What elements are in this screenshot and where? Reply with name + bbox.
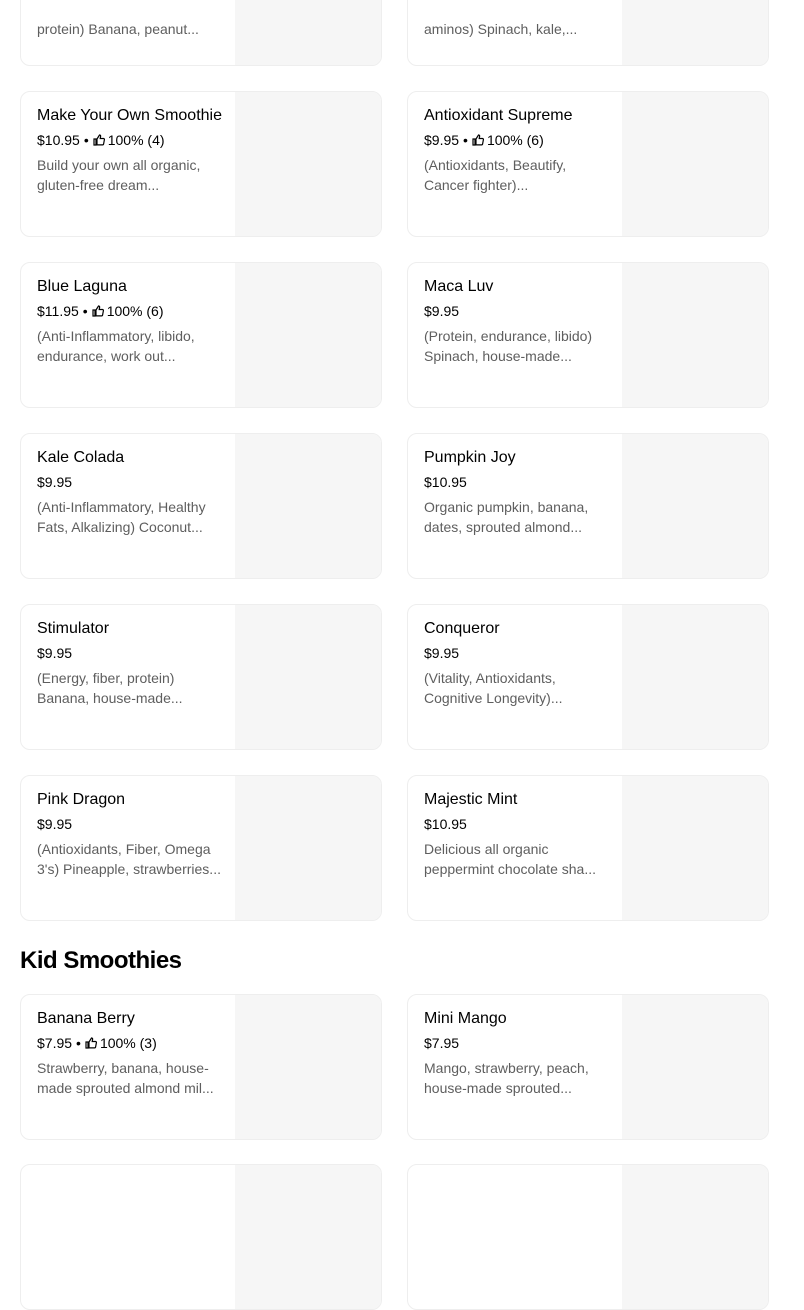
item-price: $10.95	[424, 474, 467, 490]
menu-item-card[interactable]	[20, 262, 382, 408]
item-name: Maca Luv	[424, 278, 494, 295]
item-description: Mango, strawberry, peach, house-made sprouted...	[424, 1060, 589, 1096]
item-name: Pink Dragon	[37, 791, 126, 808]
thumbs-up-icon	[85, 1037, 97, 1049]
item-rating: 100% (3)	[99, 1035, 157, 1051]
item-description: Organic pumpkin, banana, dates, sprouted almond...	[424, 499, 589, 535]
menu-item-card[interactable]	[20, 91, 382, 237]
menu-item-card[interactable]	[407, 433, 769, 579]
menu-item-card[interactable]	[407, 604, 769, 750]
item-meta: $9.95 • 100% (6)	[424, 132, 544, 148]
menu-item-card[interactable]	[407, 0, 769, 66]
menu-item-card[interactable]	[407, 262, 769, 408]
item-rating: 100% (6)	[486, 132, 544, 148]
item-name: Make Your Own Smoothie	[37, 107, 222, 124]
item-meta	[37, 815, 227, 833]
item-description: (Anti-Inflammatory, Healthy Fats, Alkalizing) Coconut...	[37, 499, 206, 535]
menu-item-card[interactable]	[20, 1164, 382, 1310]
item-meta: $11.95 • 100% (6)	[37, 303, 164, 319]
item-image	[622, 92, 768, 236]
item-name: Kale Colada	[37, 449, 125, 466]
item-image	[235, 995, 381, 1139]
item-description: (Energy, fiber, protein) Banana, house-made...	[37, 670, 183, 706]
menu-item-card[interactable]	[20, 604, 382, 750]
item-name: Pumpkin Joy	[424, 449, 516, 466]
item-price: $10.95	[37, 132, 80, 148]
item-meta	[424, 473, 614, 491]
item-name: Antioxidant Supreme	[424, 107, 573, 124]
menu-item-card[interactable]	[407, 91, 769, 237]
item-description: Delicious all organic peppermint chocolate sha...	[424, 841, 596, 877]
item-description: (Antioxidants, Beautify, Cancer fighter)...	[424, 157, 567, 193]
item-description: Strawberry, banana, house-made sprouted almond mil...	[37, 1060, 214, 1096]
item-price: $9.95	[424, 645, 460, 661]
item-image	[622, 263, 768, 407]
item-meta: $10.95 • 100% (4)	[37, 132, 165, 148]
thumbs-up-icon	[472, 134, 484, 146]
item-image	[622, 0, 768, 65]
item-description: (Protein, endurance, libido) Spinach, house-made...	[424, 328, 593, 364]
item-price: $9.95	[37, 645, 73, 661]
item-name: Blue Laguna	[37, 278, 127, 295]
item-image	[622, 1165, 768, 1309]
item-image	[235, 92, 381, 236]
menu-item-card[interactable]	[20, 0, 382, 66]
item-price: $7.95	[424, 1035, 460, 1051]
menu-item-card[interactable]	[407, 775, 769, 921]
item-image	[235, 0, 381, 65]
item-description: Build your own all organic, gluten-free dream...	[37, 157, 201, 193]
section-title-kid-smoothies: Kid Smoothies	[20, 947, 182, 974]
item-image	[235, 263, 381, 407]
item-rating: 100% (6)	[106, 303, 164, 319]
item-image	[622, 434, 768, 578]
item-price: $9.95	[37, 474, 73, 490]
item-description: (Vitality, Antioxidants, Cognitive Longevity)...	[424, 670, 563, 706]
item-name: Banana Berry	[37, 1010, 135, 1027]
item-price: $11.95	[37, 303, 79, 319]
item-rating: 100% (4)	[107, 132, 165, 148]
item-name: Majestic Mint	[424, 791, 518, 808]
item-image	[235, 1165, 381, 1309]
item-price: $9.95	[424, 303, 460, 319]
item-description: protein) Banana, peanut...	[37, 21, 199, 37]
item-description: aminos) Spinach, kale,...	[424, 21, 578, 37]
thumbs-up-icon	[93, 134, 105, 146]
item-meta	[424, 644, 614, 662]
item-image	[622, 605, 768, 749]
item-name: Mini Mango	[424, 1010, 507, 1027]
item-meta	[424, 815, 614, 833]
thumbs-up-icon	[92, 305, 104, 317]
item-meta	[424, 302, 614, 320]
item-price: $10.95	[424, 816, 467, 832]
item-meta	[37, 473, 227, 491]
item-image	[622, 776, 768, 920]
item-image	[235, 605, 381, 749]
menu-item-card[interactable]	[407, 1164, 769, 1310]
item-meta	[424, 1034, 614, 1052]
item-price: $9.95	[424, 132, 460, 148]
item-name: Conqueror	[424, 620, 500, 637]
menu-item-card[interactable]	[20, 775, 382, 921]
menu-item-card[interactable]	[20, 433, 382, 579]
item-meta	[37, 644, 227, 662]
item-description: (Antioxidants, Fiber, Omega 3's) Pineapple, strawberries...	[37, 841, 221, 877]
item-image	[235, 434, 381, 578]
item-price: $7.95	[37, 1035, 73, 1051]
item-image	[622, 995, 768, 1139]
item-meta: $7.95 • 100% (3)	[37, 1035, 157, 1051]
menu-item-card[interactable]	[20, 994, 382, 1140]
item-description: (Anti-Inflammatory, libido, endurance, work out...	[37, 328, 195, 364]
item-image	[235, 776, 381, 920]
menu-item-card[interactable]	[407, 994, 769, 1140]
item-price: $9.95	[37, 816, 73, 832]
item-name: Stimulator	[37, 620, 110, 637]
